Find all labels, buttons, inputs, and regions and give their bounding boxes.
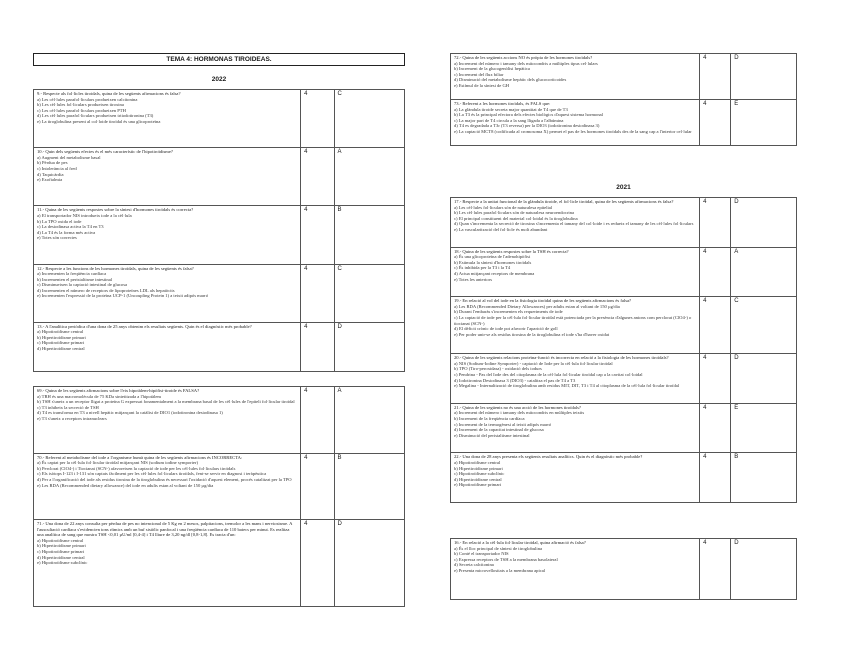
answer-option: e) Hipotiroïdisme primari [454, 482, 502, 488]
answer-option: c) La major part de T4 circula a la sang lligada a l'albúmina [454, 117, 564, 123]
points-cell: 4 [700, 100, 731, 146]
answer-option: a) Les cèl·lules parafol·liculars produeixen calcitonina [37, 96, 138, 102]
answer-option: b) Increment de la glucogenòlisi hepàtica [454, 66, 530, 72]
answer-option: e) Disminució del peristaltisme intestinal [454, 432, 530, 438]
answer-option: e) La vascularització del fol·licle és molt abundant [454, 226, 548, 232]
answer-option: e) Megalina - Internalització de tiroglobulina amb residus MIT, DIT, T3 i T4 al citoplasma de la cèl·lula fol·licular tiroïdal [454, 383, 680, 389]
question-row [451, 247, 797, 297]
points-cell: 4 [301, 206, 334, 264]
question-title: 70.- Referent al metabolisme del iode a l'organisme humà quina de les següents afirmacions és INCORRECTA: [37, 454, 243, 460]
answer-option: c) És inhibida per la T3 i la T4 [454, 265, 511, 271]
question-row [34, 520, 405, 607]
question-text [34, 206, 301, 264]
answer-option: d) Hipertiroïdisme central [454, 476, 502, 482]
question-title: 22.- Una dona de 28 anys presenta els següents resultats analítics. Quin és el diagnòstic més probable? [454, 454, 643, 460]
answer-option: b) Hipertiroïdisme primari [454, 465, 503, 471]
points-cell: 4 [700, 297, 731, 354]
answer-option: d) Hipertiroïdisme central [37, 554, 85, 560]
answer-option: e) Exoftalmia [37, 177, 63, 183]
question-row [451, 354, 797, 404]
question-text [34, 90, 301, 148]
answer-option: c) Hipotiroïdisme subclínic [454, 471, 505, 477]
question-row [34, 453, 405, 520]
answer-option: e) Per poder unir-se als residus tirosina de la tiroglobulina el iode s'ha d'haver oxidat [454, 331, 610, 337]
answer-option: c) Hipotiroïdisme primari [37, 340, 85, 346]
answer-option: c) Pendrina - Pas del Iode des del citoplasma de la cèl·lula fol·licular tiroïdal cap a la cavitat col·loidal [454, 372, 643, 378]
points-cell: 4 [700, 354, 731, 404]
answer-option: d) T4 es transforma en T3 a nivell hepàtic mitjançant la catàlisi de DIO1 (iodotironina desiodinasa 1) [37, 410, 223, 416]
points-cell: 4 [301, 322, 334, 371]
question-table-extra [33, 386, 405, 607]
answer-option: a) Incrementen la freqüència cardíaca [37, 271, 107, 277]
answer-option: a) Les RDA (Recommended Dietary Allowances) per adults estan al voltant de 150 µg/dia [454, 303, 620, 309]
question-row [451, 54, 797, 100]
question-row [34, 322, 405, 371]
question-row [34, 206, 405, 264]
answer-cell: C [731, 297, 797, 354]
points-cell: 4 [301, 520, 334, 607]
question-title: 12.- Respecte a les funcions de les hormones tiroïdals, quina de les següents és falsa? [37, 265, 194, 271]
question-row [451, 453, 797, 503]
answer-option: d) Hipertiroïdisme central [37, 346, 85, 352]
answer-option: e) La tiroglobulina present al col·loide tiroïdal és una glicoproteïna [37, 118, 161, 124]
answer-option: e) Totes les anteriors [454, 276, 492, 282]
year-heading-2021: 2021 [616, 184, 631, 191]
answer-cell: D [334, 520, 405, 607]
question-row [34, 90, 405, 148]
question-text [34, 520, 301, 607]
answer-option: d) El dèficit crònic de iode pot afavorir l'aparició de goll [454, 326, 558, 332]
answer-option: e) T3 s'uneix a receptors intranuclears [37, 415, 107, 421]
question-text [451, 100, 700, 146]
answer-option: d) Secreta calcitonina [454, 562, 494, 568]
question-title: 69.- Quina de les següents afirmacions sobre l'eix hipotàlem-hipòfisi-tiroide és FALSA? [37, 388, 200, 393]
answer-option: a) Hipotiroïdisme central [454, 459, 501, 465]
answer-cell: D [731, 198, 797, 248]
question-table-2021-extra [450, 538, 797, 600]
answer-cell: D [731, 54, 797, 100]
question-text [451, 354, 700, 404]
answer-option: b) Estimula la síntesi d'hormones tiroïdals [454, 259, 532, 265]
answer-option: a) NIS (Sodium-Iodine Symporter) - captació de Iode per la cèl·lula fol·licular tiroïdal [454, 360, 613, 366]
answer-option: c) Disminueixen la captació intestinal de glucosa [37, 282, 128, 288]
question-text [34, 264, 301, 322]
answer-option: c) El principal constituent del material col·loidal és la tiroglobulina [454, 215, 578, 221]
answer-option: d) T4 es degradada a T3r (T3 reversa) per la DIO3 (iodotironina desiodinasa 3) [454, 123, 600, 129]
year-heading-2022: 2022 [211, 76, 227, 83]
question-title: 20.- Quina de les següents relacions proteïna-funció és incorrecta en relació a la fisiologia de les hormones tiroïdals? [454, 355, 669, 361]
answer-option: a) El transportador NIS introdueix iode a la cèl·lula [37, 212, 132, 218]
answer-cell: C [334, 264, 405, 322]
answer-option: b) Incrementen el peristaltisme intestinal [37, 276, 113, 282]
points-cell: 4 [700, 198, 731, 248]
question-text [451, 539, 700, 600]
answer-option: d) Taquicàrdia [37, 171, 64, 177]
answer-option: b) Pèrdua de pes [37, 160, 68, 166]
answer-option: a) És captat per la cèl·lula fol·licular tiroïdal mitjançant NIS (sodium iodine symporter) [37, 460, 198, 466]
answer-option: a) TRH és una macromolècula de 75 KDa sintetitzada a l'hipotàlem [37, 393, 161, 399]
answer-cell: A [731, 247, 797, 297]
answer-option: a) Increment del número i tamany dels mitocondris a múltiples tipus cel·lulars [454, 60, 598, 66]
question-text [34, 453, 301, 520]
answer-option: d) Iodotironina Desiodinasa 3 (DIO3) - catalitza el pas de T4 a T3 [454, 377, 576, 383]
points-cell: 4 [700, 247, 731, 297]
question-row [34, 264, 405, 322]
answer-option: c) T3 inhibeix la secreció de TSH [37, 404, 99, 410]
question-text [451, 453, 700, 503]
answer-option: e) Estímul de la síntesi de GH [454, 82, 510, 88]
question-text [34, 387, 301, 454]
answer-option: b) La TPO oxida el iode [37, 218, 82, 224]
points-cell: 4 [301, 148, 334, 206]
document-title: TEMA 4: HORMONAS TIROIDEAS. [33, 53, 405, 66]
answer-option: b) Durant l'embaràs s'incrementen els requeriments de iode [454, 309, 563, 315]
answer-option: d) Les cèl·lules parafol·liculars produeixen triiodotironina (T3) [37, 113, 154, 119]
question-text [451, 198, 700, 248]
question-title: 17.- Respecte a la unitat funcional de la glàndula tiroide, el fol·licle tiroïdal, quina de les següents afirmacions és falsa? [454, 199, 674, 204]
answer-option: c) Increment del flux biliar [454, 71, 504, 77]
answer-option: d) Incrementen el número de receptors de lipoproteïnes LDL als hepatòcits [37, 287, 175, 293]
question-title: 73.- Referent a les hormones tiroïdals, és FALS que: [454, 101, 551, 106]
answer-option: a) Hipotiroïdisme central [37, 537, 84, 543]
answer-option: a) És una glicoproteïna de l'adenohipòfisi [454, 254, 531, 260]
question-text [451, 403, 700, 453]
question-title: 13.- A l'analítica periòdica d'una dona de 25 anys obtenim els resultats següents. Quin és el diagnòstic més probable? [37, 323, 252, 329]
question-title: 71.- Una dona de 22 anys consulta per pèrdua de pes no intencional de 5 Kg en 2 mesos, palpitacions, tremolor a les mans i nerviosisme. A l'auscultació cardíaca s'evidencien tons rítmics amb un buf sistòlic panfocal i una freqüència cardíaca de 110 batecs per minut. Es realitza una analítica de sang que mostra TSH <0,01 µU/ml [0,4-4] i T4 lliure de 3,20 ng/dl [0,8-1,8]. Es tracta d'un: [37, 521, 293, 538]
question-row [451, 100, 797, 146]
answer-option: c) La desiodinasa activa la T4 en T3 [37, 224, 104, 230]
answer-option: a) Hipotiroïdisme central [37, 329, 84, 335]
answer-cell: D [334, 322, 405, 371]
answer-option: a) És el lloc principal de síntesi de tiroglobulina [454, 545, 543, 551]
answer-option: e) Les RDA (Recommended dietary allowance) del iode en adults estan al voltant de 150 µg/dia [37, 482, 214, 488]
answer-cell: B [731, 453, 797, 503]
answer-option: c) Els isòtops I-123 i I-131 són captats fàcilment per les cèl·lules fol·liculars tiroïdals, fent-se servir en diagnosi i teràpèutica [37, 471, 267, 477]
question-row [451, 539, 797, 600]
question-table-continued [450, 53, 797, 146]
answer-cell: B [334, 453, 405, 520]
answer-cell: D [731, 539, 797, 600]
question-table-2022 [33, 89, 405, 372]
question-row [451, 403, 797, 453]
question-title: 18.- Quina de les següents respostes sobre la TSH és correcta? [454, 248, 569, 254]
answer-option: d) La T4 és la forma més activa [37, 229, 96, 235]
answer-cell: E [731, 100, 797, 146]
points-cell: 4 [700, 539, 731, 600]
answer-option: e) Hipotiroïdisme subclínic [37, 560, 88, 566]
answer-cell: B [334, 206, 405, 264]
answer-option: e) Presenta microvellositats a la membrana apical [454, 567, 546, 573]
answer-option: e) Incrementen l'expressió de la proteïna UCP-1 (Uncoupling Protein 1) a teixit adipós marró [37, 293, 209, 299]
question-title: 10.- Quin dels següents efectes és el més característic de l'hipotiroïdisme? [37, 149, 173, 155]
answer-cell: D [731, 354, 797, 404]
answer-option: b) TSH s'uneix a un receptor lligat a proteïna G expressat fonamentalment a la membrana basal de les cèl·lules de l'epiteli fol·licular tiroïdal [37, 399, 295, 405]
question-title: 9.- Respecte als fol·licles tiroidals, quina de les següents afirmacions és falsa? [37, 91, 181, 96]
answer-option: c) Increment de la termogènesi al teixit adipós marró [454, 421, 552, 427]
answer-option: d) Per a l'organificació del iode als residus tirosina de la tiroglobulina és necessari l'oxidació d'aquest element, procés catalitzat per la TPO [37, 476, 292, 482]
question-text [34, 148, 301, 206]
answer-option: b) TPO (Tiro-peroxidasa) - oxidació dels iodurs [454, 366, 542, 372]
points-cell: 4 [301, 90, 334, 148]
answer-option: c) Hipotiroïdisme primari [37, 549, 85, 555]
question-text [451, 54, 700, 100]
question-text [34, 322, 301, 371]
answer-option: b) Perclorat (ClO4-) i Tiocianat (SCN-) afavoreixen la captació de iode per les cèl·lules fol·liculars tiroïdals [37, 465, 236, 471]
question-title: 72.- Quina de les següents accions NO és pròpia de les hormones tiroïdals? [454, 55, 593, 60]
question-table-2021 [450, 197, 797, 503]
answer-option: a) La glàndula tiroide secreta major quantitat de T4 que de T3 [454, 106, 568, 112]
question-title: 16.- En relació a la cèl·lula fol·licular tiroïdal, quina afirmació és falsa? [454, 540, 586, 545]
answer-cell: A [334, 387, 405, 454]
answer-option: a) Les cèl·lules fol·liculars són de naturalesa epitelial [454, 204, 553, 210]
answer-option: b) Les cèl·lules fol·liculars produeixen tiroxina [37, 102, 124, 108]
answer-option: b) Hipertiroïdisme primari [37, 334, 86, 340]
answer-option: d) Increment de la capacitat intestinal de glucosa [454, 427, 544, 433]
answer-option: d) Quan s'incrementa la secreció de tiroxina s'incrementa el tamany del col·loide i es redueix el tamany de les cèl·lules fol·liculars [454, 221, 694, 227]
question-title: 11.- Quina de les següents respostes sobre la síntesi d'hormones tiroïdals és correcta? [37, 207, 194, 213]
points-cell: 4 [700, 54, 731, 100]
answer-option: c) Intolerància al fred [37, 165, 77, 171]
question-row [451, 297, 797, 354]
answer-option: b) Hipertiroïdisme primari [37, 543, 86, 549]
points-cell: 4 [301, 387, 334, 454]
answer-option: b) Les cèl·lules parafol·liculars són de naturalesa neuroendocrina [454, 210, 575, 216]
points-cell: 4 [301, 453, 334, 520]
answer-option: c) Expressa receptors de TSH a la membrana basolateral [454, 556, 558, 562]
answer-cell: A [334, 148, 405, 206]
points-cell: 4 [301, 264, 334, 322]
question-text [451, 297, 700, 354]
answer-option: c) La captació de iode per la cèl·lula fol·licular tiroïdal està potenciada per la presència d'algunes anions com perclorat (ClO4-) o tiocianat (SCN-) [454, 314, 692, 326]
answer-option: b) Increment de la freqüència cardíaca [454, 416, 525, 422]
question-row [34, 387, 405, 454]
answer-cell: E [731, 403, 797, 453]
answer-option: b) La T3 és la principal efectora dels efectes biològics d'aquest sistema hormonal [454, 112, 603, 118]
answer-option: e) La captació MCT8 (codificada al cromosoma X) permet el pas de les hormones tiroïdals des de la sang cap a l'interior cel·lular [454, 128, 692, 134]
answer-option: a) Increment del número i tamany dels mitocondris en múltiples teixits [454, 410, 585, 416]
points-cell: 4 [700, 403, 731, 453]
answer-option: b) Conté el transportador NIS [454, 551, 509, 557]
answer-option: e) Totes són correctes [37, 235, 77, 241]
answer-option: a) Augment del metabolisme basal [37, 154, 101, 160]
question-text [451, 247, 700, 297]
question-title: 21.- Quina de les següents no és una acció de les hormones tiroïdals? [454, 404, 581, 410]
answer-option: d) Disminució del metabolisme hepàtic dels glucocorticoides [454, 77, 567, 83]
answer-option: c) Les cèl·lules parafol·liculars produeixen PTH [37, 107, 126, 113]
answer-cell: C [334, 90, 405, 148]
points-cell: 4 [700, 453, 731, 503]
question-title: 19.- En relació al vol del iode en la fisiologia tiroïdal quina de les següents afirmacions és falsa? [454, 298, 632, 304]
answer-option: d) Actua mitjançant receptors de membrana [454, 270, 535, 276]
question-row [34, 148, 405, 206]
question-row [451, 198, 797, 248]
